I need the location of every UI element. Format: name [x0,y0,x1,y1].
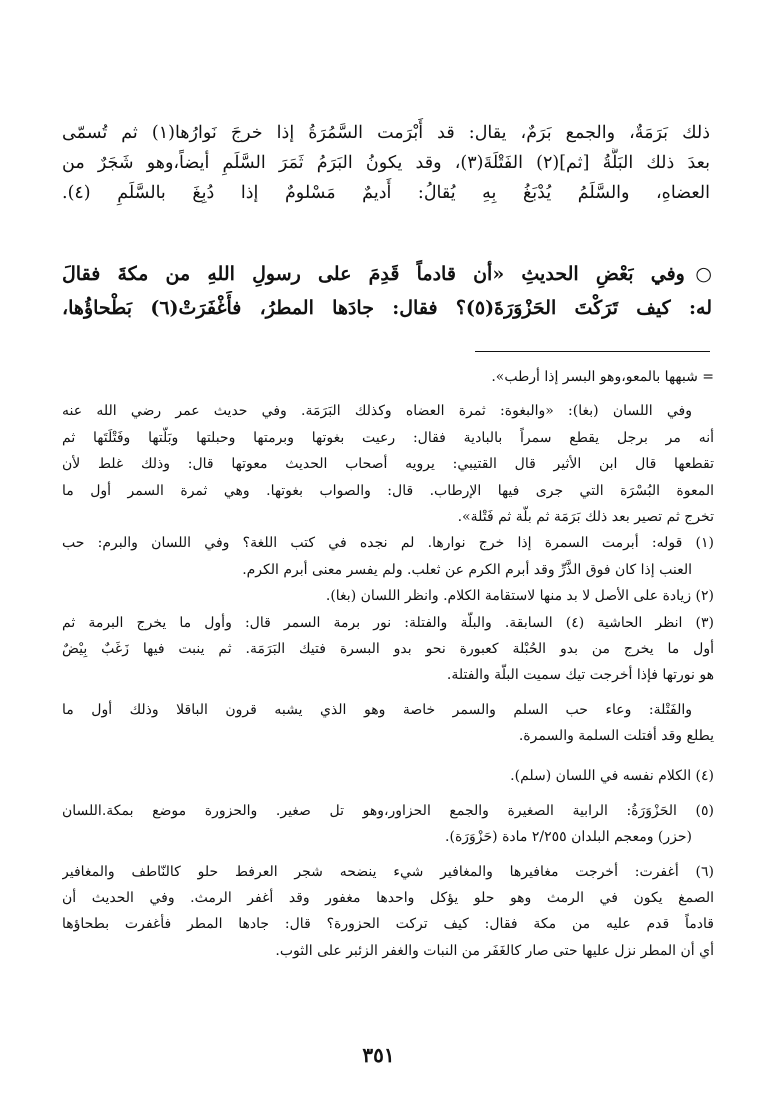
footnote-6-line: أي أن المطر نزل عليها حتى صار كالغَفَر من النبات والغفر الزئبر على الثوب. [275,942,714,959]
hadith-line: له: كيف تَرَكْتَ الحَزْوَرَةَ(٥)؟ فقال: جادَها المطرُ، فأَغْفَرَتْ(٦) بَطْحاؤُها، [62,297,712,319]
footnote-6-line: (٦) أغفرت: أخرجت مغافيرها والمغافير شيء ينضحه شجر العرفط حلو كالنّاطف والمغافير [62,863,714,880]
main-text [62,118,710,208]
hadith-line: ○وفي بَعْضِ الحديثِ «أن قادماً قَدِمَ على رسولِ اللهِ من مكةَ فقالَ [62,263,712,285]
main-text-line: بعدَ ذلك البَلَّةُ [ثم](٢) الفَتْلَةَ(٣)، وقد يكونُ البَرَمُ ثَمَرَ السَّلَمِ أيضاً،وهو شَجَرٌ من [62,153,710,173]
footnote-2: (٢) زيادة على الأصل لا بد منها لاستقامة الكلام. وانظر اللسان (بغا). [325,588,714,605]
footnotes [62,364,714,964]
footnote-6-line: الصمغ يكون في الرمث وهو حلو يؤكل واحدها مغفور وقد أغفر الرمث. وفي الحديث أن [62,890,714,907]
footnote-lisan-line: تخرج ثم تصير بعد ذلك بَرَمَة ثم بلّة ثم فَتْلة». [457,508,714,525]
main-text-line: ذلك بَرَمَةٌ، والجمع بَرَمٌ، يقال: قد أَبْرَمت السَّمُرَةُ إذا خرجَ نَوارُها(١) ثم تُسمّى [62,123,710,143]
footnote-lisan-line: وفي اللسان (بغا): «والبغوة: ثمرة العضاه وكذلك البَرَمَة. وفي حديث عمر رضي الله عنه [62,403,692,420]
footnote-separator [475,351,710,352]
footnote-3-line: هو نورتها فإذا أخرجت تيك سميت البلّة والفتلة. [446,667,714,684]
footnote-continuation: = شبهها بالمعو،وهو البسر إذا أرطب». [491,369,714,385]
page-number: ٣٥١ [362,1043,395,1067]
footnote-1-line: العنب إذا كان فوق الذَّرِّ وقد أبرم الكرم عن ثعلب. ولم يفسر معنى أبرم الكرم. [242,561,692,578]
hadith-entry [62,257,712,325]
footnote-6-line: قادماً قدم عليه من مكة فقال: كيف تركت الحزورة؟ قال: جادها المطر فأغفرت بطحاؤها [62,916,714,933]
footnote-5-line: (٥) الحَزْوَرَةُ: الرابية الصغيرة والجمع الحزاور،وهو تل صغير. والحزورة موضع بمكة.اللسان [62,802,714,819]
footnote-1-line: (١) قوله: أبرمت السمرة إذا خرج نوارها. لم نجده في كتب اللغة؟ وفي اللسان والبرم: حب [62,535,714,552]
footnote-lisan-line: أنه مر برجل يقطع سمراً بالبادية فقال: رعيت بغوتها وبرمتها وحبلتها وبَلّتها وفَتْلَتَها ثم [62,429,714,446]
footnote-5-line: (حزر) ومعجم البلدان ٢/٢٥٥ مادة (حَزْوَرَة). [445,829,692,846]
footnote-lisan-line: تقطعها قال ابن الأثير قال القتيبي: يرويه أصحاب الحديث معوتها قال: وذلك غلط لأن [62,456,714,473]
main-text-line: العضاهِ، والسَّلَمُ يُدْبَغُ بِهِ يُقالُ: أَديمٌ مَسْلومٌ إذا دُبِغَ بالسَّلَمِ (٤). [62,183,710,203]
footnote-lisan-line: المعوة البُسْرَة التي جرى فيها الإرطاب. قال: والصواب بغوتها. وهي ثمرة السمر أول ما [62,482,714,499]
footnote-3-extra-line: يطلع وقد أفتلت السلمة والسمرة. [518,728,714,745]
footnote-3-line: أول ما يخرج من بدو الحُبْلة كعبورة نحو بدو البسرة فتيك البَرَمَة. ثم ينبت فيها زَغَبٌ بِيْضٌ [62,640,714,657]
footnote-4: (٤) الكلام نفسه في اللسان (سلم). [510,768,714,785]
footnote-3-line: (٣) انظر الحاشية (٤) السابقة. والبلّة والفتلة: نور برمة السمر قال: وأول ما يخرج البرمة ثم [62,614,714,631]
footnote-3-extra-line: والفَتْلة: وعاء حب السلم والسمر خاصة وهو الذي يشبه قرون الباقلا وذلك أول ما [62,701,692,718]
